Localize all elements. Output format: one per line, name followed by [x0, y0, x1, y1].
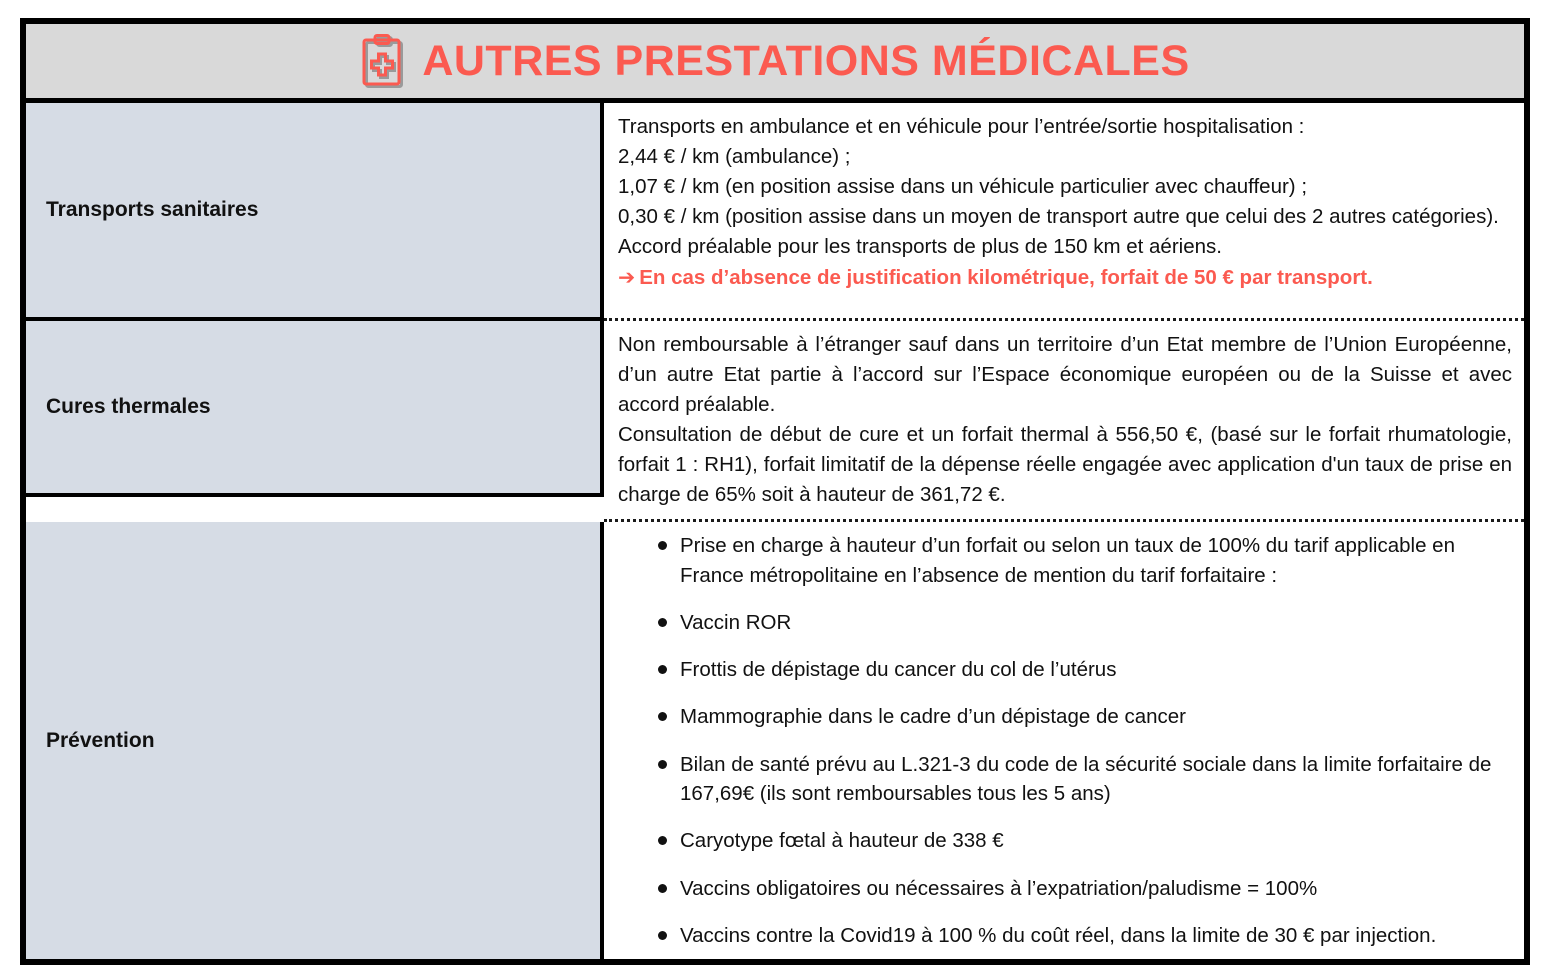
row-label: Cures thermales	[46, 394, 211, 418]
list-item: Bilan de santé prévu au L.321-3 du code de la sécurité sociale dans la limite forfaitaire de 167,69€ (ils sont remboursables tous les 5 ans)	[656, 750, 1512, 809]
table-body	[26, 103, 1524, 959]
row-content-text	[618, 112, 1512, 293]
content-line: Accord préalable pour les transports de plus de 150 km et aériens.	[618, 235, 1222, 259]
table-row	[26, 103, 1524, 321]
table-row	[26, 321, 1524, 522]
emphasis-line	[618, 262, 1512, 293]
row-content-cell-transports-sanitaires	[604, 103, 1524, 321]
list-item: Vaccin ROR	[656, 608, 1512, 637]
list-item: Prise en charge à hauteur d’un forfait ou selon un taux de 100% du tarif applicable en France métropolitaine en l’absence de mention du tarif forfaitaire :	[656, 531, 1512, 590]
table-header	[26, 24, 1524, 103]
content-line: 1,07 € / km (en position assise dans un véhicule particulier avec chauffeur) ;	[618, 175, 1308, 199]
arrow-right-icon: ➔	[618, 265, 636, 290]
row-label: Transports sanitaires	[46, 197, 259, 221]
row-label: Prévention	[46, 728, 155, 752]
content-line: Non remboursable à l’étranger sauf dans un territoire d’un Etat membre de l’Union Européenne, d’un autre Etat partie à l’accord sur l’Espace économique européen ou de la Suisse et avec accord préalable.	[618, 333, 1512, 417]
list-item: Vaccins obligatoires ou nécessaires à l’expatriation/paludisme = 100%	[656, 874, 1512, 903]
row-content-cell-cures-thermales	[604, 321, 1524, 522]
row-content-text	[618, 330, 1512, 510]
row-label-cell-cures-thermales	[26, 321, 604, 497]
emphasis-text: En cas d’absence de justification kilométrique, forfait de 50 € par transport.	[639, 266, 1373, 290]
list-item: Frottis de dépistage du cancer du col de l’utérus	[656, 655, 1512, 684]
content-line: Consultation de début de cure et un forfait thermal à 556,50 €, (basé sur le forfait rhumatologie, forfait 1 : RH1), forfait limitatif de la dépense réelle engagée avec application d'un taux de prise en charge de 65% soit à hauteur de 361,72 €.	[618, 423, 1512, 507]
page-title: AUTRES PRESTATIONS MÉDICALES	[422, 36, 1190, 85]
benefits-table	[20, 18, 1530, 965]
content-line: 2,44 € / km (ambulance) ;	[618, 145, 851, 169]
content-line: 0,30 € / km (position assise dans un moyen de transport autre que celui des 2 autres catégories).	[618, 205, 1499, 229]
list-item: Caryotype fœtal à hauteur de 338 €	[656, 826, 1512, 855]
row-label-cell-transports-sanitaires	[26, 103, 604, 321]
list-item: Vaccins contre la Covid19 à 100 % du coût réel, dans la limite de 30 € par injection.	[656, 921, 1512, 950]
prevention-bullet-list	[618, 531, 1512, 950]
medical-clipboard-icon	[360, 34, 406, 90]
content-line: Transports en ambulance et en véhicule pour l’entrée/sortie hospitalisation :	[618, 115, 1305, 138]
list-item: Mammographie dans le cadre d’un dépistage de cancer	[656, 702, 1512, 731]
